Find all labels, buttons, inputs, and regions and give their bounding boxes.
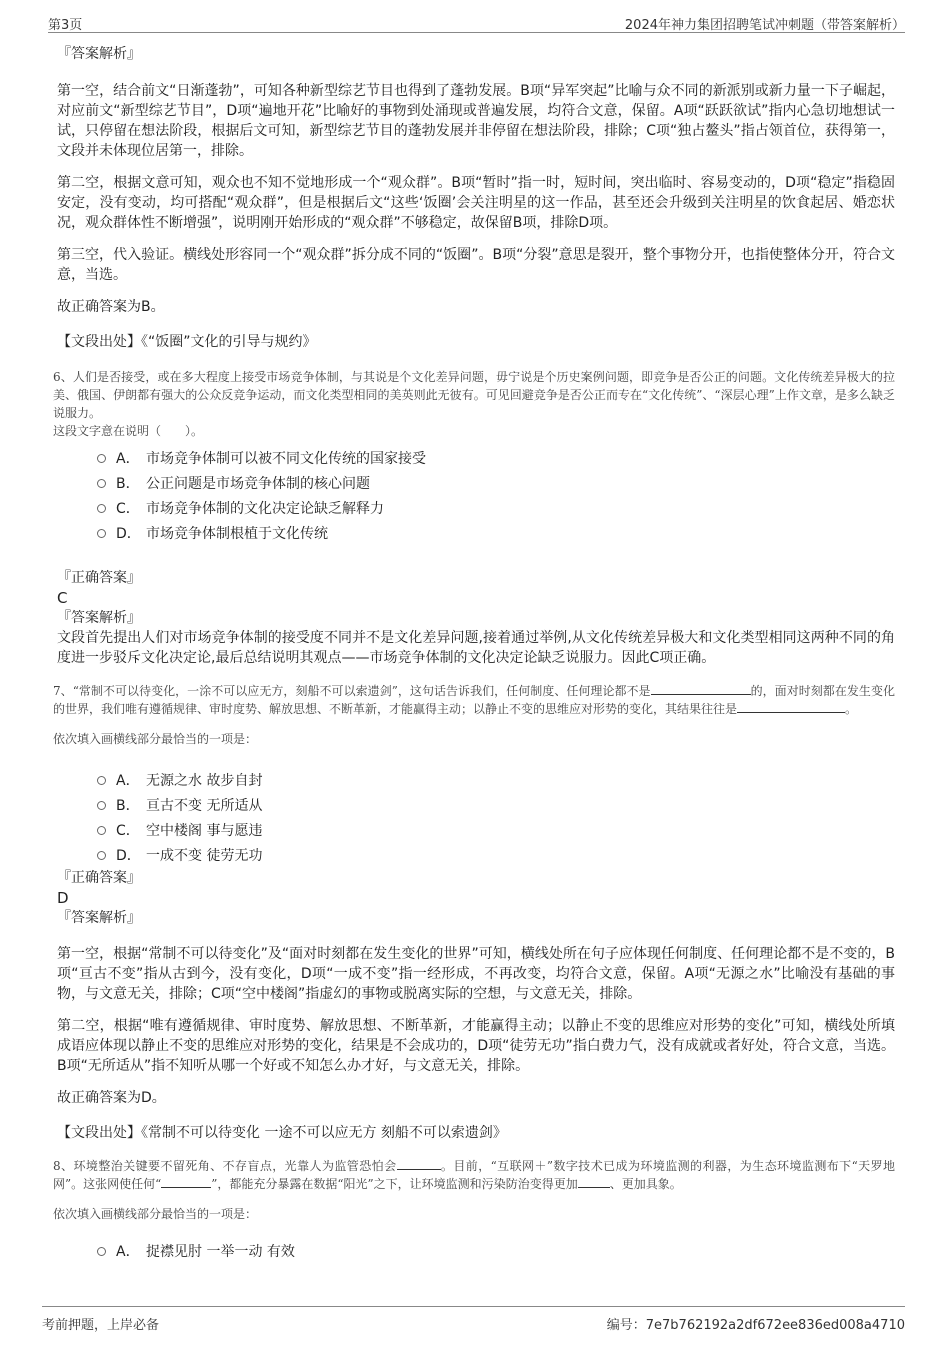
footer-slogan: 考前押题，上岸必备 [42, 1318, 160, 1333]
radio-icon[interactable] [97, 826, 106, 835]
document-id: 编号：7e7b762192a2df672ee836ed008a4710 [606, 1318, 905, 1333]
question-stem: 8、环境整治关键要不留死角、不存盲点，光靠人为监管恐怕会 。目前，“互联网＋”数字技术已成为环境监测的利器，为生态环境监测布下“天罗地网”。这张网使任何“ ”，都能充分暴露在数据“阳光”之下，让环境监测和污染防治变得更加 、更加具象。 [53, 1159, 895, 1191]
option-b[interactable]: B． 公正问题是市场竞争体制的核心问题 [97, 471, 895, 496]
analysis-paragraph: 第一空，结合前文“日渐蓬勃”，可知各种新型综艺节目也得到了蓬勃发展。B项“异军突起”比喻与众不同的新派别或新力量一下子崛起，对应前文“新型综艺节目”，D项“遍地开花”比喻好的事物到处涌现或普遍发展，均符合文意，保留。A项“跃跃欲试”指内心急切地想试一试，只停留在想法阶段，根据后文可知，新型综艺节目的蓬勃发展并非停留在想法阶段，排除；C项“独占鳌头”指占领首位，获得第一，文段并未体现位居第一，排除。 [57, 83, 895, 159]
radio-icon[interactable] [97, 801, 106, 810]
correct-answer: D [57, 889, 69, 907]
page-footer [42, 1306, 905, 1333]
radio-icon[interactable] [97, 504, 106, 513]
analysis-label: 『答案解析』 [57, 46, 141, 62]
analysis-paragraph: 第二空，根据“唯有遵循规律、审时度势、解放思想、不断革新，才能赢得主动；以静止不变的思维应对形势的变化”可知，横线处所填成语应体现以静止不变的思维应对形势的变化，结果是不会成功的，D项“徒劳无功”指白费力气，没有成就或者好处，符合文意，当选。B项“无所适从”指不知听从哪一个好或不知怎么办才好，与文意无关，排除。 [57, 1018, 895, 1074]
option-a[interactable]: A． 市场竞争体制可以被不同文化传统的国家接受 [97, 446, 895, 471]
option-d[interactable]: D． 一成不变 徒劳无功 [97, 843, 895, 868]
analysis-label: 『答案解析』 [57, 610, 141, 626]
radio-icon[interactable] [97, 776, 106, 785]
radio-icon[interactable] [97, 454, 106, 463]
analysis-paragraph: 第二空，根据文意可知，观众也不知不觉地形成一个“观众群”。B项“暂时”指一时，短时间，突出临时、容易变动的，D项“稳定”指稳固安定，没有变动，均可搭配“观众群”，但是根据后文“这些‘饭圈’会关注明星的这一作品，甚至还会升级到关注明星的饮食起居、婚恋状况，观众群体性不断增强”，说明刚开始形成的“观众群”不够稳定，故保留B项，排除D项。 [57, 175, 895, 231]
option-c[interactable]: C． 市场竞争体制的文化决定论缺乏解释力 [97, 496, 895, 521]
question-prompt: 这段文字意在说明（ ）。 [53, 424, 204, 438]
option-list [97, 1239, 895, 1264]
option-c[interactable]: C． 空中楼阁 事与愿违 [97, 818, 895, 843]
source-citation: 【文段出处】《“饭圈”文化的引导与规约》 [57, 334, 317, 350]
option-list [97, 768, 895, 868]
question-stem: 7、“常制不可以待变化，一涂不可以应无方，刻船不可以索遗剑”，这句话告诉我们，任何制度、任何理论都不是 的，面对时刻都在发生变化的世界，我们唯有遵循规律、审时度势、解放思想、不断革新，才能赢得主动；以静止不变的思维应对形势的变化，其结果往往是 。 [53, 684, 895, 716]
radio-icon[interactable] [97, 1247, 106, 1256]
option-a[interactable]: A． 捉襟见肘 一举一动 有效 [97, 1239, 895, 1264]
radio-icon[interactable] [97, 479, 106, 488]
correct-answer: C [57, 589, 68, 607]
analysis-conclusion: 故正确答案为B。 [57, 299, 165, 315]
option-a[interactable]: A． 无源之水 故步自封 [97, 768, 895, 793]
page-header [48, 12, 905, 33]
document-title: 2024年神力集团招聘笔试冲刺题（带答案解析） [624, 18, 905, 33]
option-d[interactable]: D． 市场竞争体制根植于文化传统 [97, 521, 895, 546]
analysis-label: 『答案解析』 [57, 910, 141, 926]
radio-icon[interactable] [97, 851, 106, 860]
analysis-paragraph: 文段首先提出人们对市场竞争体制的接受度不同并不是文化差异问题,接着通过举例,从文化传统差异极大和文化类型相同这两种不同的角度进一步驳斥文化决定论,最后总结说明其观点——市场竞争体制的文化决定论缺乏说服力。因此C项正确。 [57, 630, 895, 666]
fill-blank [651, 682, 751, 695]
document-body [53, 44, 895, 1264]
option-b[interactable]: B． 亘古不变 无所适从 [97, 793, 895, 818]
question-stem: 6、人们是否接受，或在多大程度上接受市场竞争体制，与其说是个文化差异问题，毋宁说是个历史案例问题，即竞争是否公正的问题。文化传统差异极大的拉美、俄国、伊朗都有强大的公众反竞争运动，而文化类型相同的美英则此无彼有。可见回避竞争是否公正而专在“文化传统”、“深层心理”上作文章，是多么缺乏说服力。 [53, 370, 895, 420]
question-prompt: 依次填入画横线部分最恰当的一项是： [53, 732, 258, 746]
page-number: 第3页 [48, 18, 83, 33]
fill-blank [161, 1175, 211, 1188]
analysis-paragraph: 第三空，代入验证。横线处形容同一个“观众群”拆分成不同的“饭圈”。B项“分裂”意思是裂开，整个事物分开，也指使整体分开，符合文意，当选。 [57, 247, 895, 283]
fill-blank [737, 700, 845, 713]
correct-answer-label: 『正确答案』 [57, 570, 141, 586]
analysis-conclusion: 故正确答案为D。 [57, 1090, 166, 1106]
radio-icon[interactable] [97, 529, 106, 538]
source-citation: 【文段出处】《常制不可以待变化 一途不可以应无方 刻船不可以索遗剑》 [57, 1125, 507, 1141]
option-list [97, 446, 895, 546]
analysis-paragraph: 第一空，根据“常制不可以待变化”及“面对时刻都在发生变化的世界”可知，横线处所在句子应体现任何制度、任何理论都不是不变的，B项“亘古不变”指从古到今，没有变化，D项“一成不变”指一经形成，不再改变，均符合文意，保留。A项“无源之水”比喻没有基础的事物，与文意无关，排除；C项“空中楼阁”指虚幻的事物或脱离实际的空想，与文意无关，排除。 [57, 946, 895, 1002]
fill-blank [578, 1175, 610, 1188]
fill-blank [397, 1157, 441, 1170]
question-prompt: 依次填入画横线部分最恰当的一项是： [53, 1207, 258, 1221]
correct-answer-label: 『正确答案』 [57, 870, 141, 886]
